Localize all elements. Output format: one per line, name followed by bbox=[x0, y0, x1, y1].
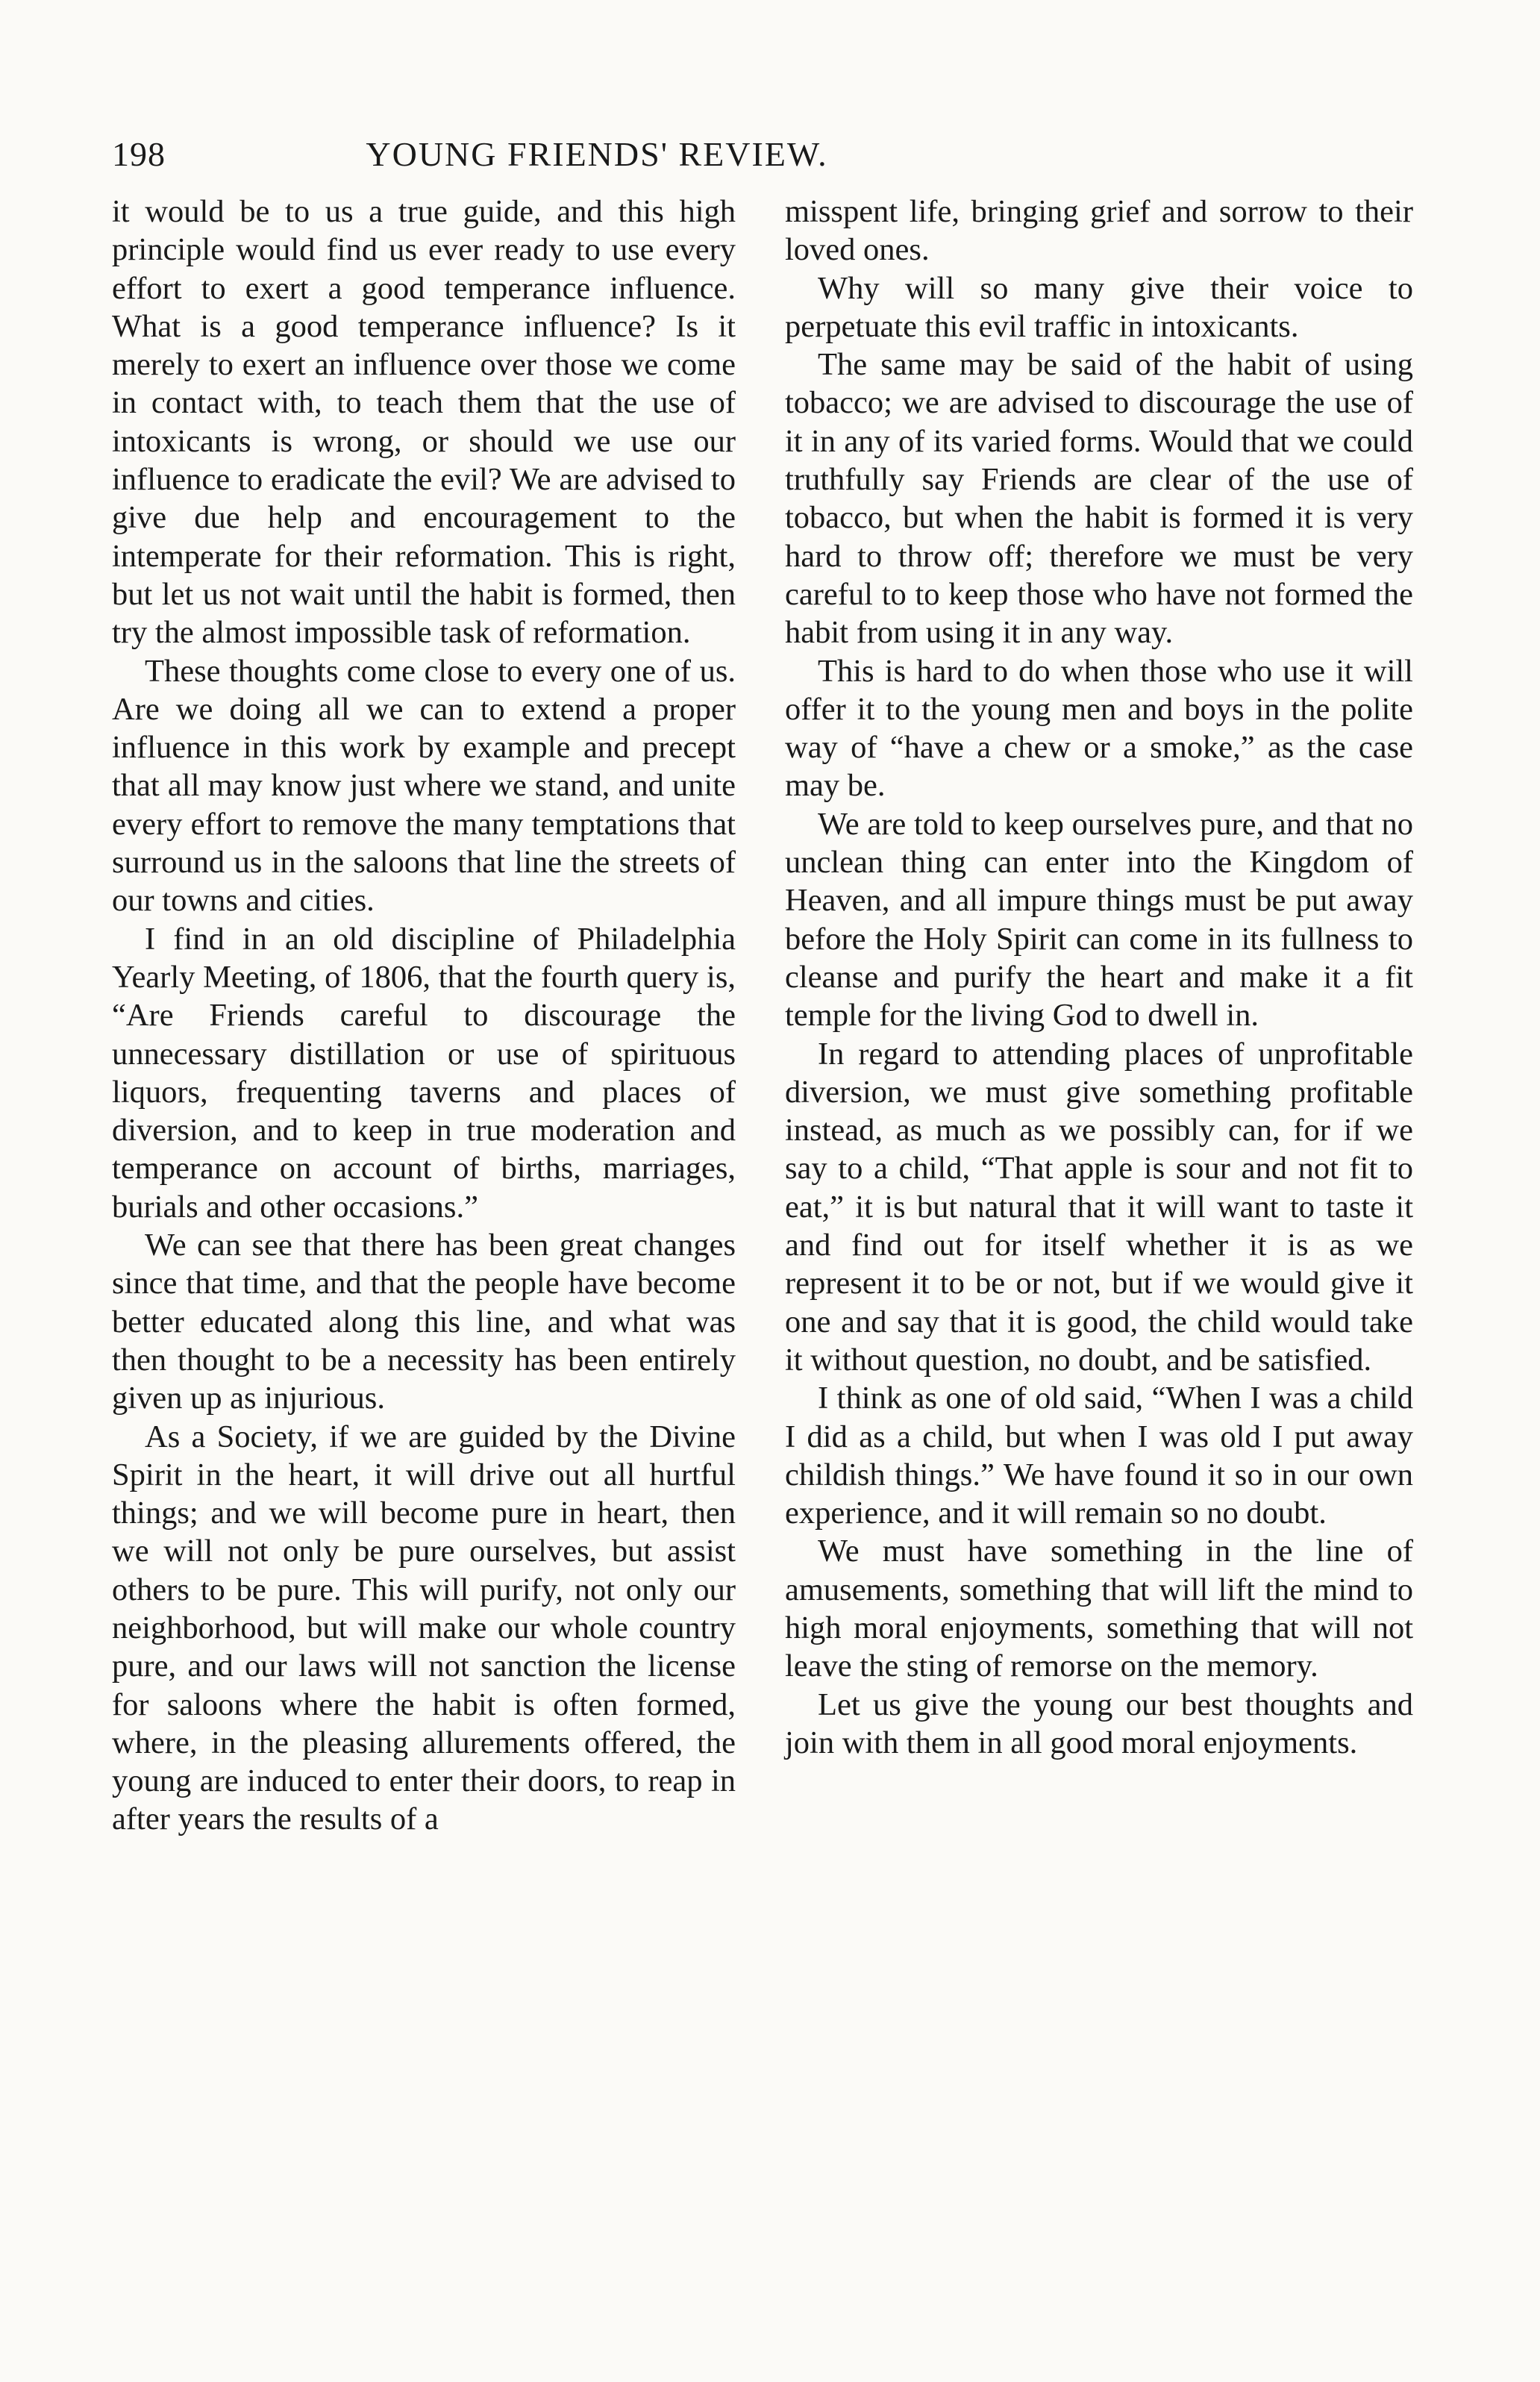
paragraph: misspent life, bringing grief and sorrow to their loved ones. bbox=[785, 194, 1413, 268]
paragraph: Let us give the young our best thoughts and join with them in all good moral enjoyments. bbox=[785, 1687, 1413, 1760]
running-head: YOUNG FRIENDS' REVIEW. bbox=[366, 135, 828, 173]
paragraph: The same may be said of the habit of using tobacco; we are advised to discourage the use of it in any of its varied forms. Would that we could truthfully say Friends are clear of the use of tobacco, but when the habit is formed it is very hard to throw off; therefore we must be very careful to to keep those who have not formed the habit from using it in any way. bbox=[785, 347, 1413, 651]
paragraph: In regard to attending places of unprofitable diversion, we must give something profitable instead, as much as we possibly can, for if we say to a child, “That apple is sour and not fit to eat,” it is but natural that it will want to taste it and find out for itself whether it is as we represent it to be or not, but if we would give it one and say that it is good, the child would take it without question, no doubt, and be satisfied. bbox=[785, 1036, 1413, 1378]
paragraph: We are told to keep ourselves pure, and that no unclean thing can enter into the Kingdom of Heaven, and all impure things must be put away before the Holy Spirit can come in its fullness to cleanse and purify the heart and make it a fit temple for the living God to dwell in. bbox=[785, 806, 1413, 1034]
paragraph: I think as one of old said, “When I was a child I did as a child, but when I was old I put away childish things.” We have found it so in our own experience, and it will remain so no doubt. bbox=[785, 1381, 1413, 1531]
page-number: 198 bbox=[112, 135, 166, 173]
paragraph: We can see that there has been great changes since that time, and that the people have become better educated along this line, and what was then thought to be a necessity has been entirely given up as injurious. bbox=[112, 1228, 736, 1416]
paragraph: I find in an old discipline of Philadelphia Yearly Meeting, of 1806, that the fourth query is, “Are Friends careful to discourage the unnecessary distillation or use of spirituous liquors, frequenting taverns and places of diversion, and to keep in true moderation and temperance on account of births, marriages, burials and other occasions.” bbox=[112, 921, 736, 1225]
left-column bbox=[112, 193, 736, 1839]
paragraph: These thoughts come close to every one of us. Are we doing all we can to extend a proper influence in this work by example and precept that all may know just where we stand, and unite every effort to remove the many temptations that surround us in the saloons that line the streets of our towns and cities. bbox=[112, 653, 736, 919]
paragraph: This is hard to do when those who use it will offer it to the young men and boys in the polite way of “have a chew or a smoke,” as the case may be. bbox=[785, 653, 1413, 804]
paragraph: Why will so many give their voice to perpetuate this evil traffic in intoxicants. bbox=[785, 270, 1413, 344]
paragraph: it would be to us a true guide, and this high principle would find us ever ready to use every effort to exert a good temperance influence. What is a good temperance influence? Is it merely to exert an influence over those we come in contact with, to teach them that the use of intoxicants is wrong, or should we use our influence to eradicate the evil? We are advised to give due help and encouragement to the intemperate for their reformation. This is right, but let us not wait until the habit is formed, then try the almost impossible task of reformation. bbox=[112, 194, 736, 651]
paragraph: We must have something in the line of amusements, something that will lift the mind to high moral enjoyments, something that will not leave the sting of remorse on the memory. bbox=[785, 1534, 1413, 1684]
page-header bbox=[112, 134, 1052, 187]
paragraph: As a Society, if we are guided by the Divine Spirit in the heart, it will drive out all hurtful things; and we will become pure in heart, then we will not only be pure ourselves, but assist others to be pure. This will purify, not only our neighborhood, but will make our whole country pure, and our laws will not sanction the license for saloons where the habit is often formed, where, in the pleasing allurements offered, the young are induced to enter their doors, to reap in after years the results of a bbox=[112, 1419, 736, 1837]
right-column bbox=[785, 193, 1413, 1762]
